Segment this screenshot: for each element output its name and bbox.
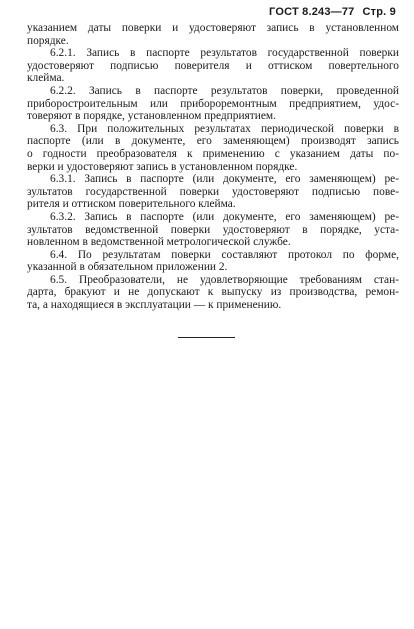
text-line: дарта, бракуют и не допускают к выпуску из производства, ремон- [27, 286, 399, 299]
paragraph-6-3-2-line: 6.3.2. Запись в паспорте (или документе, его заменяющем) ре- [50, 210, 399, 223]
text-line: удостоверяют подписью поверителя и оттиском повертельного [27, 59, 399, 72]
text-line: верки и удостоверяют запись в установленном порядке. [27, 160, 298, 173]
paragraph-6-4-line: 6.4. По результатам поверки составляют протокол по форме, [50, 248, 399, 261]
paragraph-6-3-1-line: 6.3.1. Запись в паспорте (или документе, его заменяющем) ре- [50, 173, 399, 186]
paragraph-6-5-line: 6.5. Преобразователи, не удовлетворяющие требованиям стан- [50, 273, 399, 286]
text-line: указанием даты поверки и удостоверяют запись в установленном [27, 22, 399, 34]
text-line: клейма. [27, 72, 65, 85]
document-body [27, 22, 399, 312]
text-line: та, а находящиеся в эксплуатации — к применению. [27, 299, 282, 312]
text-line: порядке. [27, 34, 69, 47]
text-line: о годности преобразователя к применению с указанием даты по- [27, 147, 399, 160]
text-line: указанной в обязательном приложении 2. [27, 261, 228, 274]
standard-number: ГОСТ 8.243—77 [269, 6, 355, 18]
section-end-rule [178, 337, 235, 338]
text-line: зультатов ведомственной поверки удостоверяют в порядке, уста- [27, 223, 399, 236]
text-line: приборостроительным или приборoремонтным предприятием, удос- [27, 97, 399, 110]
paragraph-6-2-1-line: 6.2.1. Запись в паспорте результатов государственной поверки [50, 47, 399, 60]
text-line: новленном в ведомственной метрологической службе. [27, 236, 291, 249]
paragraph-6-3-line: 6.3. При положительных результатах периодической поверки в [50, 122, 399, 135]
page-header [269, 6, 396, 18]
text-line: товеряют в порядке, установленном предприятием. [27, 110, 276, 123]
text-line: зультатов государственной поверки удостоверяют подписью пове- [27, 185, 399, 198]
page-number: Стр. 9 [362, 6, 396, 18]
text-line: паспорте (или в документе, его заменяющем) производят запись [27, 135, 399, 148]
paragraph-6-2-2-line: 6.2.2. Запись в паспорте результатов поверки, проведенной [50, 84, 399, 97]
text-line: рителя и оттиском поверительного клейма. [27, 198, 236, 211]
